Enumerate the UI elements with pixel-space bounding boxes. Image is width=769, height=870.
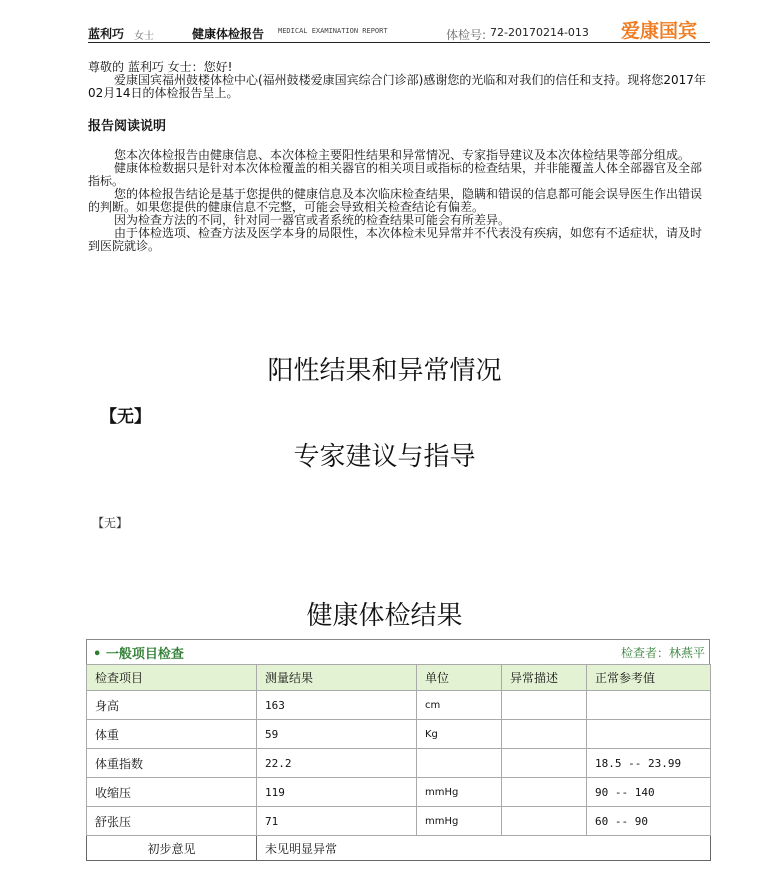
expert-advice-content: 【无】 (92, 516, 129, 530)
column-header: 检查项目 (87, 665, 257, 691)
reference-cell: 90 -- 140 (587, 778, 711, 807)
results-table (86, 664, 711, 861)
guide-paragraph: 因为检查方法的不同，针对同一器官或者系统的检查结果可能会有所差异。 (114, 213, 511, 227)
table-row (87, 778, 711, 807)
exam-group-header (86, 639, 710, 664)
reading-guide (88, 149, 710, 253)
column-header: 单位 (417, 665, 502, 691)
report-title-en: MEDICAL EXAMINATION REPORT (278, 27, 388, 35)
summary-label: 初步意见 (87, 836, 257, 861)
item-cell: 体重指数 (87, 749, 257, 778)
table-row (87, 691, 711, 720)
result-cell: 59 (257, 720, 417, 749)
item-cell: 身高 (87, 691, 257, 720)
positive-results-title: 阳性结果和异常情况 (267, 356, 502, 386)
exam-results-title: 健康体检结果 (306, 601, 463, 631)
report-title: 健康体检报告 (192, 27, 265, 41)
column-header: 测量结果 (257, 665, 417, 691)
item-cell: 体重 (87, 720, 257, 749)
exam-id: 72-20170214-013 (490, 26, 589, 39)
abnormal-cell (502, 691, 587, 720)
column-header: 异常描述 (502, 665, 587, 691)
reference-cell: 18.5 -- 23.99 (587, 749, 711, 778)
result-cell: 119 (257, 778, 417, 807)
result-cell: 71 (257, 807, 417, 836)
column-header: 正常参考值 (587, 665, 711, 691)
greeting-body: 爱康国宾福州鼓楼体检中心(福州鼓楼爱康国宾综合门诊部)感谢您的光临和对我们的信任和支持。现将您2017年02月14日的体检报告呈上。 (88, 73, 706, 100)
summary-value: 未见明显异常 (257, 836, 711, 861)
unit-cell (417, 749, 502, 778)
unit-cell: mmHg (417, 778, 502, 807)
reference-cell (587, 691, 711, 720)
results-table-block (86, 639, 710, 861)
abnormal-cell (502, 720, 587, 749)
patient-gender: 女士 (134, 31, 154, 42)
abnormal-cell (502, 807, 587, 836)
result-cell: 22.2 (257, 749, 417, 778)
abnormal-cell (502, 778, 587, 807)
unit-cell: Kg (417, 720, 502, 749)
report-header (88, 16, 710, 43)
item-cell: 收缩压 (87, 778, 257, 807)
result-cell: 163 (257, 691, 417, 720)
unit-cell: cm (417, 691, 502, 720)
positive-results-content: 【无】 (100, 407, 151, 427)
examiner: 检查者：林燕平 (620, 646, 705, 660)
salutation: 尊敬的 蓝利巧 女士：您好! (88, 60, 233, 74)
guide-paragraph: 由于体检选项、检查方法及医学本身的局限性，本次体检未见异常并不代表没有疾病，如您有不适症状，请及时到医院就诊。 (88, 226, 703, 253)
guide-paragraph: 健康体检数据只是针对本次体检覆盖的相关器官的相关项目或指标的检查结果，并非能覆盖人体全部器官及全部指标。 (88, 161, 703, 188)
item-cell: 舒张压 (87, 807, 257, 836)
expert-advice-title: 专家建议与指导 (293, 442, 476, 472)
table-row (87, 807, 711, 836)
greeting-block (88, 61, 710, 100)
abnormal-cell (502, 749, 587, 778)
brand-logo: 爱康国宾 (621, 20, 698, 42)
reading-guide-title: 报告阅读说明 (88, 119, 167, 134)
exam-group-name: • 一般项目检查 (93, 647, 184, 662)
reference-cell: 60 -- 90 (587, 807, 711, 836)
table-row (87, 749, 711, 778)
reference-cell (587, 720, 711, 749)
summary-row (87, 836, 711, 861)
guide-paragraph: 您本次体检报告由健康信息、本次体检主要阳性结果和异常情况、专家指导建议及本次体检结果等部分组成。 (114, 148, 691, 162)
exam-id-label: 体检号: (446, 28, 487, 42)
table-row (87, 720, 711, 749)
table-header-row (87, 665, 711, 691)
guide-paragraph: 您的体检报告结论是基于您提供的健康信息及本次临床检查结果，隐瞒和错误的信息都可能会误导医生作出错误的判断。如果您提供的健康信息不完整，可能会导致相关检查结论有偏差。 (88, 187, 703, 214)
unit-cell: mmHg (417, 807, 502, 836)
patient-name: 蓝利巧 (88, 27, 125, 41)
